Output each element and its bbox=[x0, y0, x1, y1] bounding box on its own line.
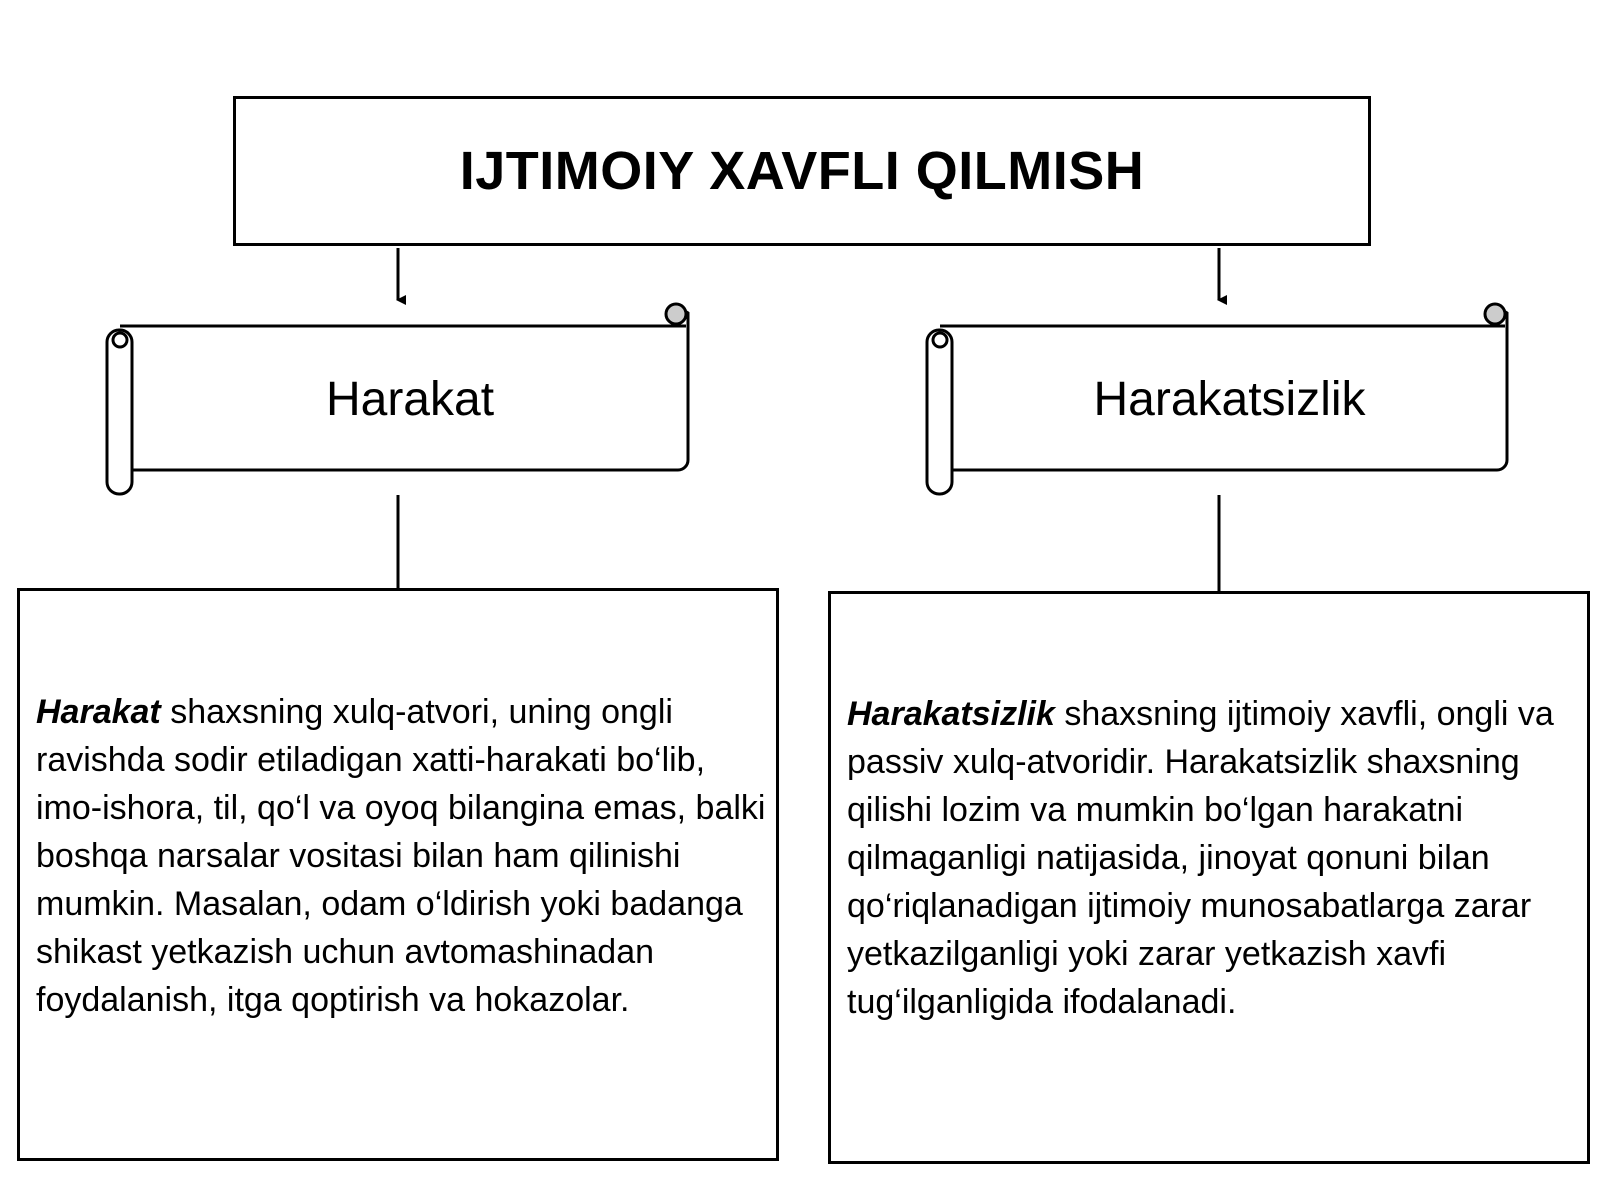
branch-label-text: Harakatsizlik bbox=[1093, 373, 1366, 426]
description-body: shaxsning ijtimoiy xavfli, ongli va passiv xulq-atvoridir. Harakatsizlik shaxsning qilishi lozim va mumkin bo‘lgan harakatni qilmaganligi natijasida, jinoyat qonuni bilan qo‘riqlanadigan ijtimoiy munosabatlarga zarar yetkazilganligi yoki zarar yetkazish xavfi tug‘ilganligida ifodalanadi. bbox=[847, 695, 1554, 1021]
description-term: Harakatsizlik bbox=[847, 695, 1055, 733]
description-term: Harakat bbox=[36, 693, 161, 731]
diagram-title: IJTIMOIY XAVFLI QILMISH bbox=[459, 141, 1145, 201]
description-body: shaxsning xulq-atvori, uning ongli ravishda sodir etiladigan xatti-harakati bo‘lib, imo-ishora, til, qo‘l va oyoq bilangina emas, balki boshqa narsalar vositasi bilan ham qilinishi mumkin. Masalan, odam o‘ldirish yoki badanga shikast yetkazish uchun avtomashinadan foydalanish, itga qoptirish va hokazolar. bbox=[36, 693, 766, 1019]
description-text-harakat bbox=[36, 688, 766, 1024]
description-box-harakatsizlik bbox=[828, 591, 1590, 1164]
branch-label-text: Harakat bbox=[325, 373, 495, 426]
branch-label-harakatsizlik bbox=[952, 373, 1507, 426]
description-box-harakat bbox=[17, 588, 779, 1161]
title-box bbox=[233, 96, 1371, 246]
description-text-harakatsizlik bbox=[847, 690, 1577, 1026]
branch-label-harakat bbox=[132, 373, 688, 426]
